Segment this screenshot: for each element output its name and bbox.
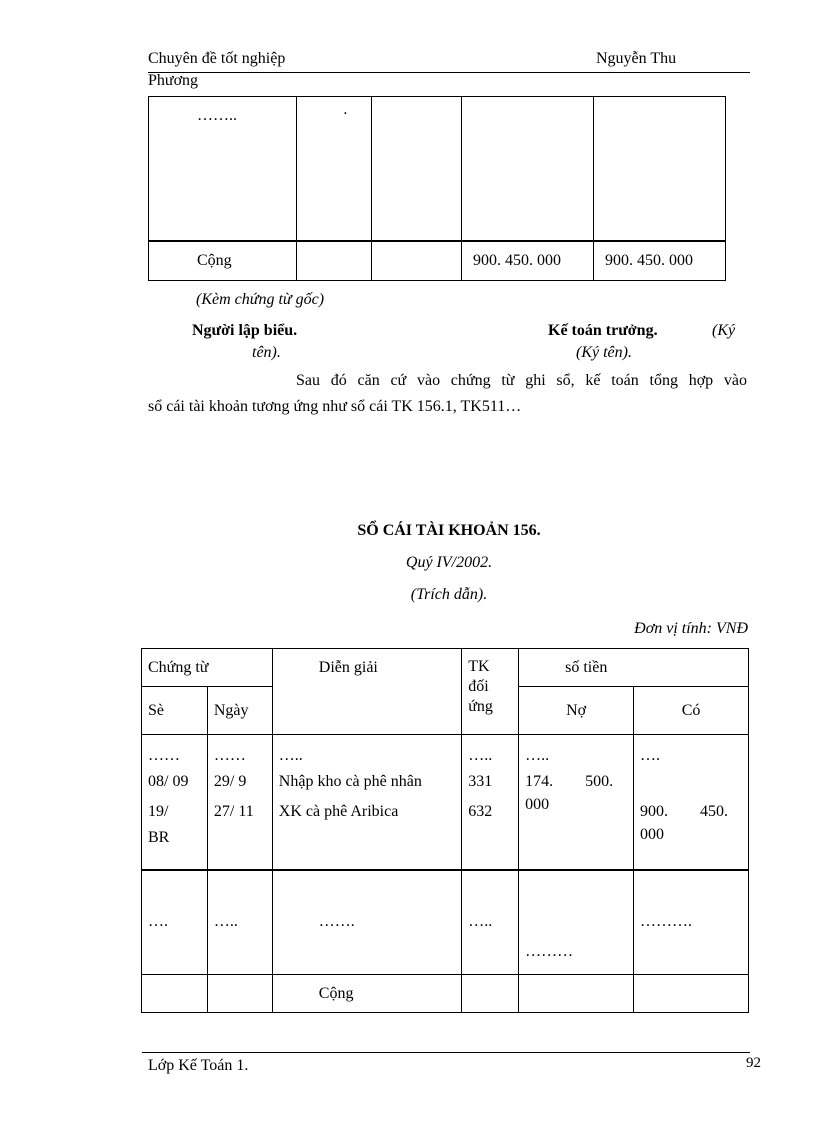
- paragraph-line-1: Sau đó căn cứ vào chứng từ ghi sổ, kế toán tổng hợp vào: [296, 372, 747, 389]
- tk-cell: …..: [462, 870, 519, 975]
- header-left: Chuyên đề tốt nghiệp: [148, 50, 286, 67]
- tk-header: TK đối ứng: [462, 649, 519, 735]
- tk-cell: ….. 331 632: [462, 735, 519, 870]
- tk-cell: [462, 975, 519, 1013]
- voucher-table: [148, 96, 726, 281]
- header-wrap: Phương: [148, 72, 199, 89]
- debit-header: Nợ: [519, 687, 634, 735]
- no-header: Sè: [142, 687, 208, 735]
- date-cell: …..: [207, 870, 272, 975]
- voucher-cell: [297, 241, 372, 281]
- no-cell: [142, 975, 208, 1013]
- voucher-cell: [372, 97, 462, 241]
- debit-cell: [519, 975, 634, 1013]
- ledger-unit: Đơn vị tính: VNĐ: [634, 620, 748, 637]
- no-cell: …… 08/ 09 19/ BR: [142, 735, 208, 870]
- credit-header: Có: [634, 687, 749, 735]
- voucher-cell: [462, 97, 594, 241]
- date-cell: …… 29/ 9 27/ 11: [207, 735, 272, 870]
- voucher-cell: .: [297, 97, 372, 241]
- ledger-total-label: Cộng: [272, 975, 461, 1013]
- description-cell: …….: [272, 870, 461, 975]
- page-number: 92: [746, 1055, 761, 1071]
- amount-header: số tiền: [519, 649, 749, 687]
- description-header: Diễn giải: [272, 649, 461, 735]
- ledger-excerpt: (Trích dẫn).: [410, 586, 488, 603]
- total-debit: 900. 450. 000: [462, 241, 594, 281]
- date-cell: [207, 975, 272, 1013]
- credit-cell: ……….: [634, 870, 749, 975]
- preparer-label: Người lập biểu.: [192, 322, 298, 339]
- accountant-note: (Ký tên).: [576, 344, 632, 361]
- preparer-note: tên).: [252, 344, 281, 361]
- ledger-table: [141, 648, 749, 1013]
- debit-cell: ….. 174. 500. 000: [519, 735, 634, 870]
- header-right: Nguyễn Thu: [596, 50, 677, 67]
- accountant-note-start: (Ký: [712, 322, 736, 339]
- voucher-cell: [594, 97, 726, 241]
- accountant-label: Kế toán trưởng.: [548, 322, 658, 339]
- no-cell: ….: [142, 870, 208, 975]
- total-credit: 900. 450. 000: [594, 241, 726, 281]
- footer-class: Lớp Kế Toán 1.: [148, 1057, 249, 1074]
- header-rule: [148, 72, 750, 73]
- voucher-cell: [372, 241, 462, 281]
- attach-note: (Kèm chứng từ gốc): [196, 291, 325, 308]
- voucher-cell: ……..: [149, 97, 297, 241]
- ledger-title: SỔ CÁI TÀI KHOẢN 156.: [357, 522, 541, 539]
- date-header: Ngày: [207, 687, 272, 735]
- total-label: Cộng: [149, 241, 297, 281]
- credit-cell: …. 900. 450. 000: [634, 735, 749, 870]
- debit-cell: ………: [519, 870, 634, 975]
- ledger-period: Quý IV/2002.: [405, 554, 493, 571]
- credit-cell: [634, 975, 749, 1013]
- paragraph-line-2: sổ cái tài khoản tương ứng như sổ cái TK 156.1, TK511…: [148, 398, 522, 415]
- description-cell: ….. Nhập kho cà phê nhân XK cà phê Aribica: [272, 735, 461, 870]
- footer-rule: [142, 1052, 750, 1053]
- voucher-header: Chứng từ: [142, 649, 273, 687]
